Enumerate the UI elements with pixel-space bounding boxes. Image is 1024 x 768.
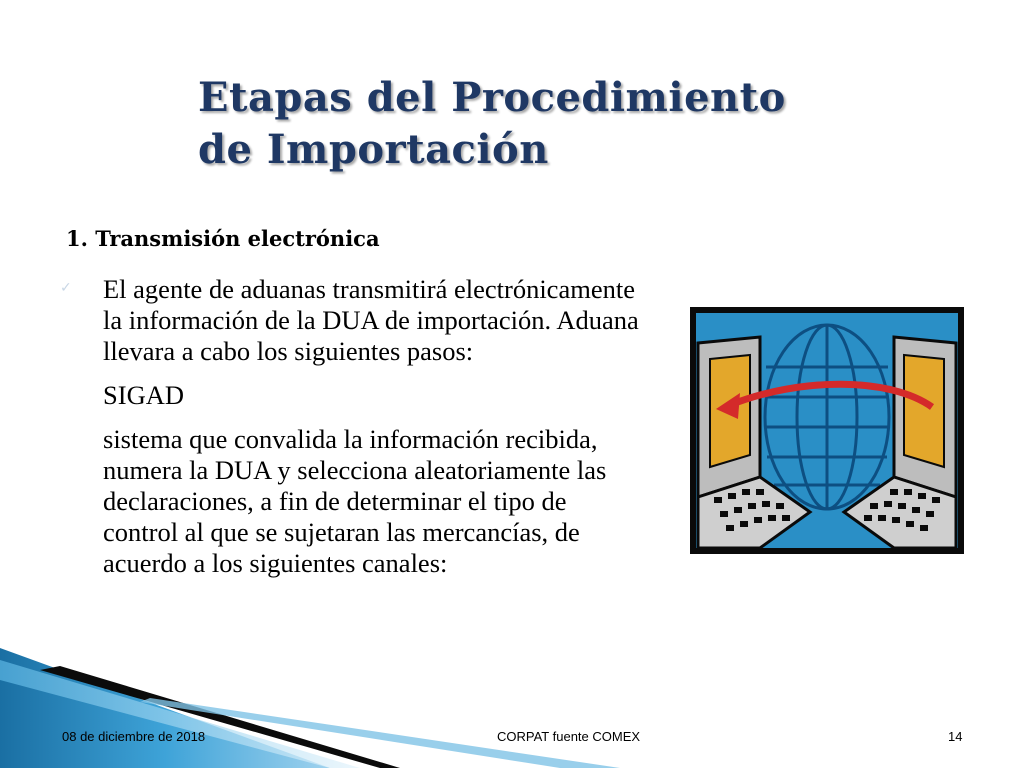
footer-source: CORPAT fuente COMEX xyxy=(497,729,641,744)
paragraph-intro: El agente de aduanas transmitirá electrónicamente la información de la DUA de importación. Aduana llevara a cabo los siguientes pasos: xyxy=(103,274,639,366)
page-number: 14 xyxy=(948,729,963,744)
body-text xyxy=(103,274,643,579)
page-title xyxy=(198,72,958,176)
section-heading: 1. Transmisión electrónica xyxy=(66,226,380,251)
paragraph-description: sistema que convalida la información recibida, numera la DUA y selecciona aleatoriamente las declaraciones, a fin de determinar el tipo de control al que se sujetaran las mercancías, de acuerdo a los siguientes canales: xyxy=(103,424,607,578)
title-line-2: de Importación xyxy=(198,126,549,173)
title-line-1: Etapas del Procedimiento xyxy=(198,74,786,121)
network-transfer-icon xyxy=(690,307,964,554)
footer-date: 08 de diciembre de 2018 xyxy=(62,729,206,744)
checkmark-icon: ✓ xyxy=(60,280,72,296)
paragraph-sigad: SIGAD xyxy=(103,380,184,410)
decorative-swoosh xyxy=(0,640,1024,768)
